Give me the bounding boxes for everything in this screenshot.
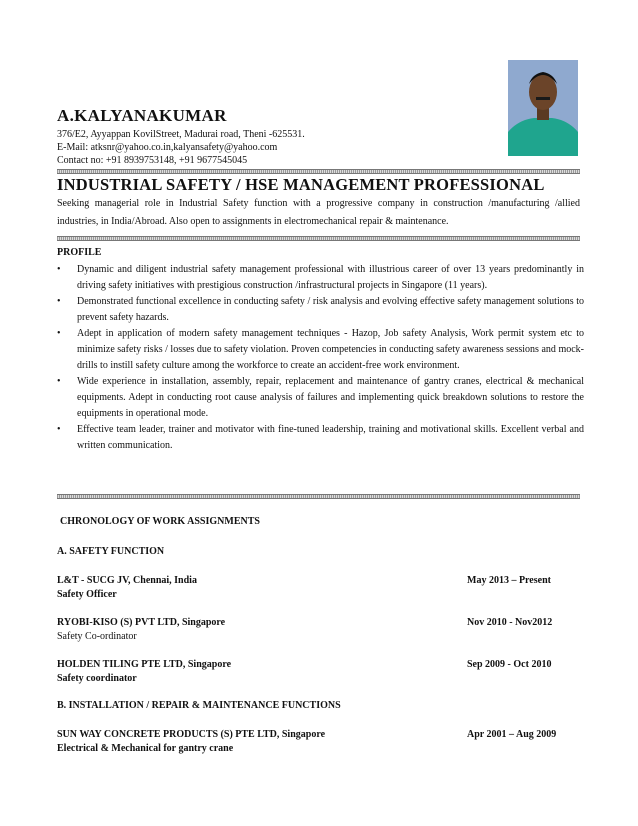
section-b-heading: B. INSTALLATION / REPAIR & MAINTENANCE FUNCTIONS	[57, 700, 341, 711]
job-entry	[57, 616, 577, 644]
divider	[57, 236, 580, 241]
professional-headline: INDUSTRIAL SAFETY / HSE MANAGEMENT PROFESSIONAL	[57, 175, 545, 194]
chronology-heading: CHRONOLOGY OF WORK ASSIGNMENTS	[60, 516, 260, 527]
profile-item: • Dynamic and diligent industrial safety management professional with illustrious career of over 13 years predominantly in driving safety initiatives with prestigious construction /infrastructural projects in Singapore (11 years).	[57, 262, 584, 294]
profile-heading: PROFILE	[57, 247, 102, 258]
candidate-name: A.KALYANAKUMAR	[57, 106, 227, 125]
profile-list	[57, 262, 584, 454]
profile-photo	[508, 60, 578, 156]
divider	[57, 494, 580, 499]
job-role: Electrical & Mechanical for gantry crane	[57, 743, 234, 754]
profile-item: • Wide experience in installation, assembly, repair, replacement and maintenance of gantry cranes, electrical & mechanical equipments. Adept in conducting root cause analysis of failures and implementing quick breakdown solutions to restore the equipments in operational mode.	[57, 374, 584, 422]
section-a-heading: A. SAFETY FUNCTION	[57, 546, 165, 557]
job-role: Safety coordinator	[57, 673, 137, 684]
job-dates: Nov 2010 - Nov2012	[467, 617, 553, 628]
divider	[57, 169, 580, 174]
address: 376/E2, Ayyappan KovilStreet, Madurai road, Theni -625531.	[57, 129, 305, 140]
job-dates: May 2013 – Present	[467, 575, 551, 586]
career-objective: Seeking managerial role in Industrial Safety function with a progressive company in construction /manufacturing /allied industries, in India/Abroad. Also open to assignments in electromechanical repair & maintenance.	[57, 198, 580, 227]
job-role: Safety Officer	[57, 589, 117, 600]
job-company: RYOBI-KISO (S) PVT LTD, Singapore	[57, 617, 226, 628]
job-entry	[57, 658, 577, 686]
profile-item: • Demonstrated functional excellence in conducting safety / risk analysis and evolving effective safety management solutions to prevent safety hazards.	[57, 294, 584, 326]
job-company: HOLDEN TILING PTE LTD, Singapore	[57, 659, 232, 670]
contact-block	[57, 128, 305, 167]
email: E-Mail: atksnr@yahoo.co.in,kalyansafety@yahoo.com	[57, 142, 278, 153]
profile-item: • Effective team leader, trainer and motivator with fine-tuned leadership, training and motivational skills. Excellent verbal and written communication.	[57, 422, 584, 454]
phone: Contact no: +91 8939753148, +91 9677545045	[57, 155, 248, 166]
profile-item: • Adept in application of modern safety management techniques - Hazop, Job safety Analysis, Work permit system etc to minimize safety risks / losses due to safety violation. Proven competencies in conducting safety awareness sessions and mock-drills to instill safety culture among the workforce to create an accident-free work environment.	[57, 326, 584, 374]
job-company: SUN WAY CONCRETE PRODUCTS (S) PTE LTD, Singapore	[57, 729, 326, 740]
job-dates: Apr 2001 – Aug 2009	[467, 729, 557, 740]
job-entry	[57, 728, 577, 756]
job-dates: Sep 2009 - Oct 2010	[467, 659, 552, 670]
job-entry	[57, 574, 577, 602]
job-role: Safety Co-ordinator	[57, 631, 137, 642]
job-company: L&T - SUCG JV, Chennai, India	[57, 575, 197, 586]
